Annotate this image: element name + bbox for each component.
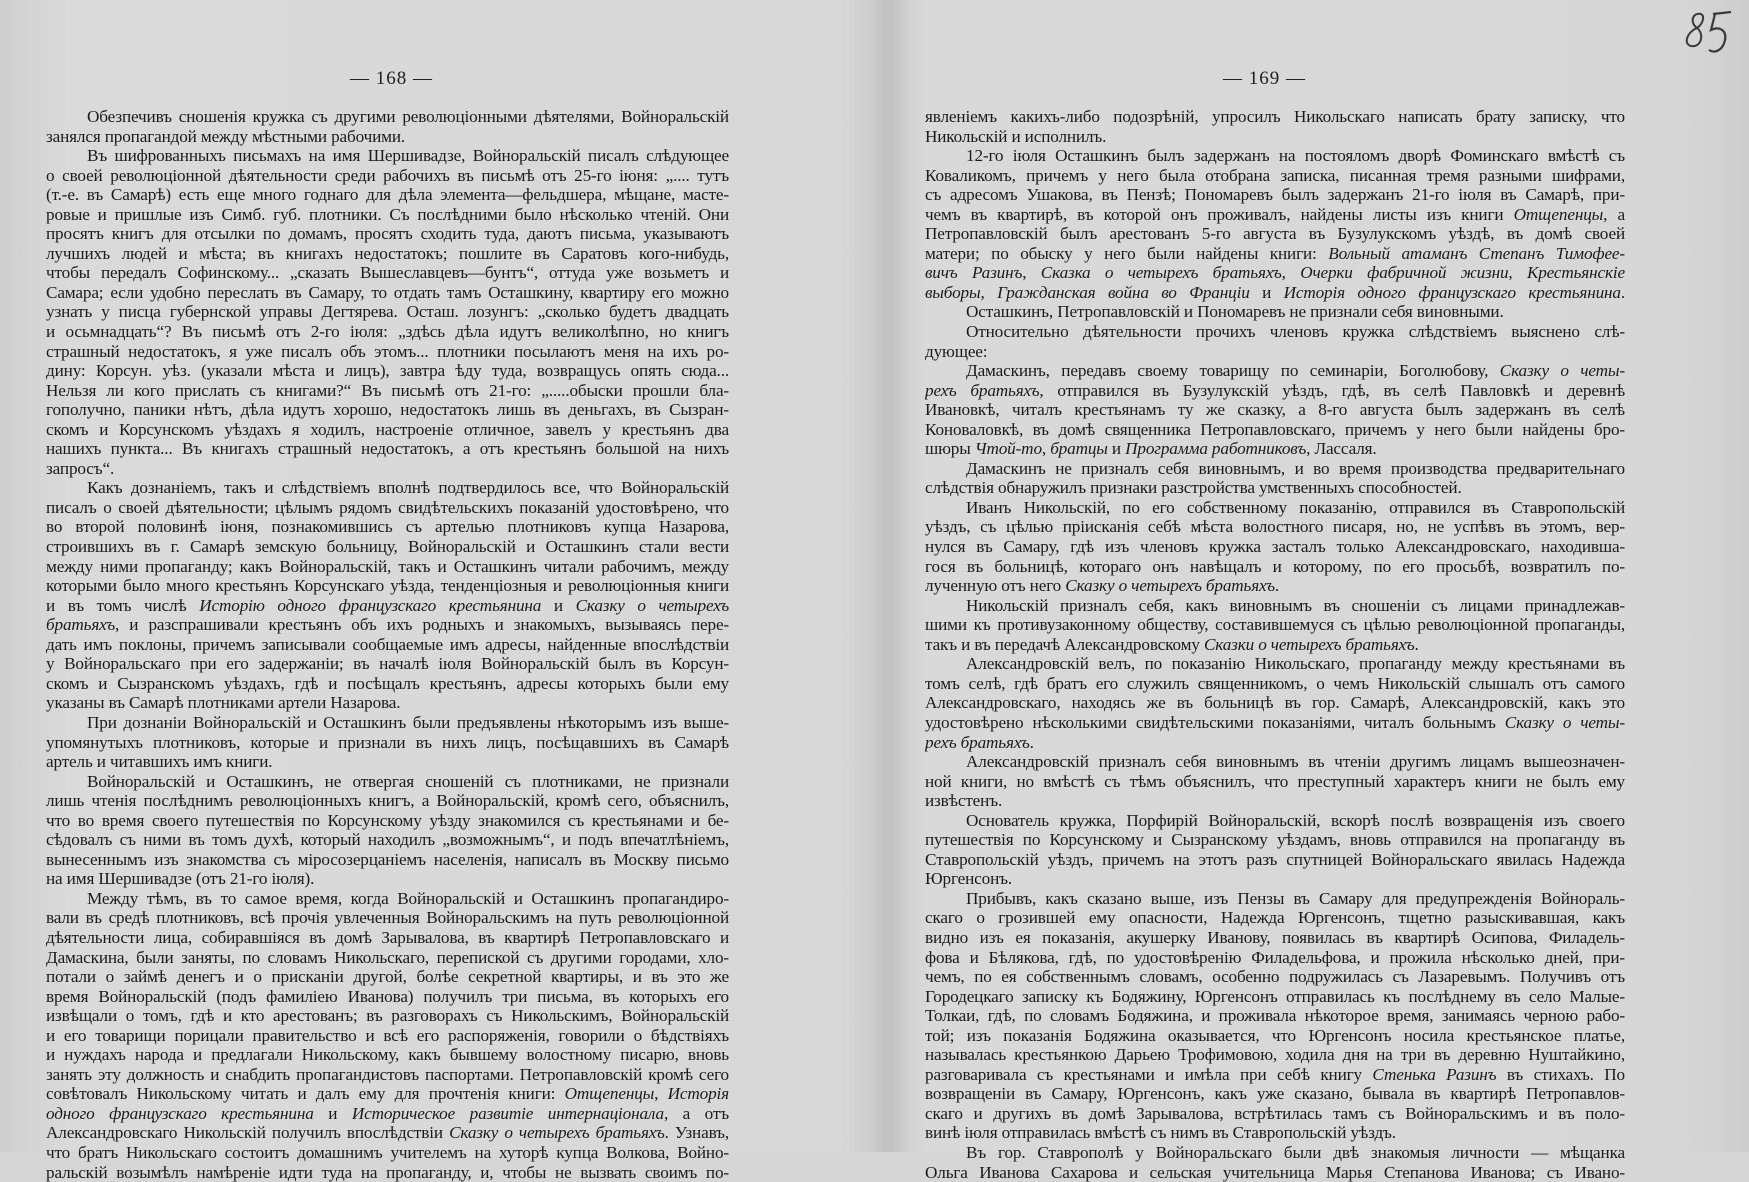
text-line: и осьмнадцать“? Въ письмѣ отъ 2-го іюля: „здѣсь дѣла идутъ великолѣпно, но книгъ (46, 322, 729, 342)
text-line: время Войноральскій (подъ фамиліею Иванова) получилъ три письма, въ которыхъ его (46, 986, 729, 1006)
text-line: Въ гор. Ставрополѣ у Войноральскаго были двѣ знакомыя личности — мѣщанка (966, 1142, 1625, 1162)
text-line: вынесеннымъ изъ знакомства съ міросозерцаніемъ населенія, написалъ въ Москву письмо (46, 849, 729, 869)
text-line: такъ и въ передачѣ Александровскому Сказки о четырехъ братьяхъ. (925, 634, 1419, 654)
text-line: гополучно, паники нѣтъ, дѣла идутъ хорошо, недостатокъ лишь въ деньгахъ, въ Сызран- (46, 400, 729, 420)
text-line: винѣ іюля отправилась вмѣстѣ съ нимъ въ Ставропольскій уѣздъ. (925, 1123, 1396, 1143)
text-line: сѣдовалъ съ ними въ томъ духѣ, который находилъ „возможнымъ“, и подъ впечатлѣніемъ, (46, 830, 729, 850)
page-number-right: — 169 — (1223, 68, 1306, 89)
text-line: совѣтовалъ Никольскому читать и далъ ему для прочтенія книги: Отщепенцы, Исторія (46, 1084, 729, 1104)
left-page-text (46, 107, 729, 1182)
text-line: Дамаскина, были заняты, по словамъ Никольскаго, перепиской съ другими городами, хло- (46, 947, 729, 967)
text-line: Основатель кружка, Порфирій Войноральскій, вскорѣ послѣ возвращенія изъ своего (966, 810, 1625, 830)
book-gutter (870, 0, 910, 1152)
text-line: Коноваловкѣ, въ домѣ священника Петропавловскаго, причемъ у него были найдены бро- (925, 419, 1625, 439)
text-line: страшный недостатокъ, я уже писалъ объ этомъ... плотники посылаютъ меня на ихъ ро- (46, 341, 729, 361)
text-line: уѣздъ, съ цѣлью пріисканія себѣ мѣста волостного писаря, но, не успѣвъ въ этомъ, вер- (925, 517, 1625, 537)
text-line: чтобы передалъ Софинскому... „сказать Вышеславцевъ—бунтъ“, оттуда уже возьметъ и (46, 263, 729, 283)
text-line: фова и Бѣлякова, гдѣ, по удостовѣренію Филадельфова, и прожила нѣсколько дней, при- (925, 947, 1625, 967)
text-line: что братъ Никольскаго состоитъ домашнимъ учителемъ на хуторѣ купца Волкова, Войно- (46, 1142, 729, 1162)
right-page (905, 0, 1749, 1182)
text-line: Какъ дознаніемъ, такъ и слѣдствіемъ вполнѣ подтвердилось все, что Войноральскій (87, 478, 729, 498)
right-page-text (925, 107, 1625, 1182)
text-line: скаго о грозившей ему опасности, Надежда Юргенсонъ, тщетно разыскивавшая, какъ (925, 908, 1625, 928)
text-line: между ними пропаганду; какъ Войноральскій, такъ и Осташкинъ читали рабочимъ, между (46, 556, 729, 576)
text-line: строившихъ въ г. Самарѣ земскую больницу, Войноральскій и Осташкинъ стали вести (46, 537, 729, 557)
text-line: извѣстенъ. (925, 791, 1003, 811)
text-line: гося въ больницѣ, котораго онъ навѣщалъ и которому, по его просьбѣ, возвратилъ по- (925, 556, 1625, 576)
text-line: дать имъ поклоны, причемъ записывали сообщаемые имъ адресы, найденные впослѣдствіи (46, 634, 729, 654)
text-line: нашихъ пункта... Въ книгахъ страшный недостатокъ, а отъ крестьянъ большой на нихъ (46, 439, 729, 459)
text-line: лишь чтенія послѣднимъ революціонныхъ книгъ, а Войноральскій, кромѣ сего, объяснилъ, (46, 791, 729, 811)
text-line: братьяхъ, и разспрашивали крестьянъ объ ихъ родныхъ и знакомыхъ, вызываясь пере- (46, 615, 729, 635)
text-line: называлась крестьянкою Дарьею Трофимовою, ходила дня на три въ деревню Нуштайкино, (925, 1045, 1625, 1065)
handwritten-folio-mark (1679, 8, 1735, 60)
text-line: шюры Чтой-то, братцы и Программа работниковъ, Лассаля. (925, 439, 1377, 459)
text-line: Ольга Иванова Сахарова и сельская учительница Марья Степанова Иванова; съ Ивано- (925, 1162, 1625, 1182)
text-line: Обезпечивъ сношенія кружка съ другими революціонными дѣятелями, Войноральскій (87, 107, 729, 126)
text-line: Осташкинъ, Петропавловскій и Пономаревъ не признали себя виновными. (966, 302, 1504, 322)
text-line: и въ томъ числѣ Исторію одного французскаго крестьянина и Сказку о четырехъ (46, 595, 729, 615)
text-line: Въ шифрованныхъ письмахъ на имя Шершивадзе, Войноральскій писалъ слѣдующее (87, 146, 729, 166)
page-number-left: — 168 — (350, 68, 433, 89)
text-line: Ивановкѣ, читалъ крестьянамъ ту же сказку, а 8-го августа былъ задержанъ въ селѣ (925, 400, 1625, 420)
text-line: При дознаніи Войноральскій и Осташкинъ были предъявлены нѣкоторымъ изъ выше- (87, 712, 729, 732)
text-line: извѣщали о томъ, гдѣ и кто арестованъ; въ разговорахъ съ Никольскимъ, Войноральскій (46, 1006, 729, 1026)
text-line: томъ селѣ, гдѣ братъ его служилъ священникомъ, о чемъ Никольскій слышалъ отъ самого (925, 673, 1625, 693)
text-line: упомянутыхъ плотниковъ, которые и признали въ нихъ лицъ, посѣщавшихъ въ Самарѣ (46, 732, 729, 752)
text-line: артель и читавшихъ имъ книги. (46, 752, 273, 772)
text-line: Никольскій и исполнилъ. (925, 126, 1107, 146)
text-line: ральскій возымѣлъ намѣреніе идти туда на пропаганду, и, чтобы не вызвать своимъ по- (46, 1162, 729, 1182)
text-line: ровые и пришлые изъ Симб. губ. плотники. Съ послѣдними было нѣсколько чтеній. Они (46, 204, 729, 224)
text-line: лучшихъ людей и мѣста; въ книгахъ недостатокъ; пошлите въ Саратовъ кого-нибудь, (46, 243, 729, 263)
text-line: скомъ и Корсунскомъ уѣздахъ я ходилъ, настроеніе отличное, завелъ у крестьянъ два (46, 419, 729, 439)
text-line: и нуждахъ народа и предлагали Никольскому, какъ бывшему волостному писарю, вновь (46, 1045, 729, 1065)
text-line: Войноральскій и Осташкинъ, не отвергая сношеній съ плотниками, не признали (87, 771, 729, 791)
text-line: скаго и другихъ въ домѣ Зарывалова, встрѣтилась тамъ съ Войноральскимъ и въ поло- (925, 1103, 1625, 1123)
text-line: Относительно дѣятельности прочихъ членовъ кружка слѣдствіемъ выяснено слѣ- (966, 322, 1625, 342)
text-line: ной книги, но вмѣстѣ съ тѣмъ объяснилъ, что преступный характеръ книги не былъ ему (925, 771, 1625, 791)
text-line: занялся пропагандой между мѣстными рабочими. (46, 126, 406, 146)
text-line: Городецкаго записку къ Бодяжину, Юргенсонъ отправилась къ послѣднему въ село Малые- (925, 986, 1625, 1006)
text-line: и его товарищи порицали правительство и всѣ его распоряженія, говорили о бѣдствіяхъ (46, 1025, 729, 1045)
text-line: Никольскій призналъ себя, какъ виновнымъ въ сношеніи съ лицами принадлежав- (966, 595, 1625, 615)
text-line: Юргенсонъ. (925, 869, 1013, 889)
text-line: лученную отъ него Сказку о четырехъ братьяхъ. (925, 576, 1280, 596)
text-line: Прибывъ, какъ сказано выше, изъ Пензы въ Самару для предупрежденія Войнораль- (966, 888, 1625, 908)
text-line: Александровскій призналъ себя виновнымъ въ чтеніи другимъ лицамъ вышеозначен- (966, 752, 1625, 772)
text-line: Между тѣмъ, въ то самое время, когда Войноральскій и Осташкинъ пропагандиро- (87, 888, 729, 908)
text-line: о своей революціонной дѣятельности среди рабочихъ въ письмѣ отъ 25-го іюня: „.... тутъ (46, 165, 729, 185)
text-line: рехъ братьяхъ. (925, 732, 1034, 752)
text-line: рехъ братьяхъ, отправился въ Бузулукскій уѣздъ, гдѣ, въ селѣ Павловкѣ и деревнѣ (925, 380, 1625, 400)
text-line: которыми было много крестьянъ Корсунскаго уѣзда, тенденціозныя и революціонныя книги (46, 576, 729, 596)
text-line: вали въ средѣ плотниковъ, всѣ прочія увлеченныя Войноральскимъ на путь революціонной (46, 908, 729, 928)
text-line: на имя Шершивадзе (отъ 21-го іюля). (46, 869, 315, 889)
text-line: явленіемъ какихъ-либо подозрѣній, упросилъ Никольскаго написать брату записку, что (925, 107, 1625, 126)
text-line: занять эту должность и снабдить пропагандистовъ паспортами. Петропавловскій кромѣ сего (46, 1064, 729, 1084)
text-line: чемъ въ квартирѣ, въ которой онъ проживалъ, найдены листы изъ книги Отщепенцы, а (925, 204, 1625, 224)
text-line: Толкаи, гдѣ, по словамъ Бодяжина, и проживала нѣкоторое время, занимаясь черною рабо- (925, 1006, 1625, 1026)
text-line: Дамаскинъ, передавъ своему товарищу по семинаріи, Боголюбову, Сказку о четы- (966, 361, 1625, 381)
text-line: у Войноральскаго при его задержаніи; въ началѣ іюля Войноральскій былъ въ Корсун- (46, 654, 729, 674)
text-line: матери; по обыску у него были найдены книги: Вольный атаманъ Степанъ Тимофее- (925, 243, 1625, 263)
text-line: вичъ Разинъ, Сказка о четырехъ братьяхъ, Очерки фабричной жизни, Крестьянскіе (925, 263, 1625, 283)
text-line: дующее: (925, 341, 988, 361)
text-line: Александровскій велъ, по показанію Никольскаго, пропаганду между крестьянами въ (966, 654, 1625, 674)
text-line: запросъ“. (46, 458, 115, 478)
text-line: Иванъ Никольскій, по его собственному показанію, отправился въ Ставропольскій (966, 497, 1625, 517)
text-line: Коваликомъ, причемъ у него была отобрана записка, писанная тремя разными шифрами, (925, 165, 1625, 185)
text-line: скомъ и Сызранскомъ уѣздахъ, гдѣ и посѣщалъ крестьянъ, адресы которыхъ были ему (46, 673, 729, 693)
text-line: во второй половинѣ іюня, познакомившись съ артелью плотниковъ купца Назарова, (46, 517, 729, 537)
text-line: Самара; если удобно переслать въ Самару, то отдать тамъ Осташкину, квартиру его можно (46, 282, 729, 302)
text-line: слѣдствія обнаружилъ признаки разстройства умственныхъ способностей. (925, 478, 1462, 498)
text-line: (т.-е. въ Самарѣ) есть еще много годнаго для дѣла элемента—фельдшера, мѣщане, масте- (46, 185, 729, 205)
text-line: Александровскаго Никольскій получилъ впослѣдствіи Сказку о четырехъ братьяхъ. Узнавъ, (46, 1123, 729, 1143)
text-line: просятъ книгъ для отсылки по домамъ, просятъ сходить туда, даютъ письма, указываютъ (46, 224, 729, 244)
text-line: возвращеніи въ Самару, Юргенсонъ, какъ уже сказано, бывала въ квартирѣ Петропавлов- (925, 1084, 1625, 1104)
text-line: путешествія по Корсунскому и Сызранскому уѣздамъ, вновь отправился на пропаганду въ (925, 830, 1625, 850)
text-line: нулся въ Самару, гдѣ изъ членовъ кружка засталъ только Александровскаго, находивша- (925, 537, 1625, 557)
text-line: дѣятельности лица, собиравшіяся въ домѣ Зарывалова, въ квартирѣ Петропавловскаго и (46, 927, 729, 947)
text-line: той; изъ показанія Бодяжина оказывается, что Юргенсонъ носила крестьянское платье, (925, 1025, 1625, 1045)
text-line: удостовѣрено нѣсколькими свидѣтельскими показаніями, читалъ больнымъ Сказку о четы- (925, 712, 1625, 732)
text-line: 12-го іюля Осташкинъ былъ задержанъ на постояломъ дворѣ Фоминскаго вмѣстѣ съ (966, 146, 1625, 166)
text-line: Александровскаго, находясь же въ больницѣ въ гор. Самарѣ, Александровскій, какъ это (925, 693, 1625, 713)
text-line: разговаривала съ крестьянами и имѣла при себѣ книгу Стенька Разинъ въ стихахъ. По (925, 1064, 1625, 1084)
text-line: Петропавловскій былъ арестованъ 5-го августа въ Бузулукскомъ уѣздѣ, въ домѣ своей (925, 224, 1625, 244)
text-line: видно изъ ея показанія, акушерку Иванову, появилась въ квартирѣ Осипова, Филадель- (925, 927, 1625, 947)
text-line: Нельзя ли кого прислать съ книгами?“ Въ письмѣ отъ 21-го: „.....обыски прошли бла- (46, 380, 729, 400)
text-line: Дамаскинъ не призналъ себя виновнымъ, и во время производства предварительнаго (966, 458, 1625, 478)
text-line: узнать у писца губернской управы Дегтярева. Осташ. лозунгъ: „сколько будетъ двадцать (46, 302, 729, 322)
text-line: дину: Корсун. уѣз. (указали мѣста и лицъ), завтра ѣду туда, возвращусь опять сюда... (46, 361, 729, 381)
text-line: Ставропольскій уѣздъ, причемъ на этотъ разъ спутницей Войноральскаго явилась Надежда (925, 849, 1625, 869)
text-line: чемъ, по ея собственнымъ словамъ, особенно подружилась съ Лазаревымъ. Получивъ отъ (925, 967, 1625, 987)
text-line: выборы, Гражданская война во Франціи и Исторія одного французскаго крестьянина. (925, 282, 1625, 302)
left-page (0, 0, 870, 1182)
text-line: шими къ противузаконному обществу, составившемуся съ цѣлью революціонной пропаганды, (925, 615, 1625, 635)
text-line: что во время своего путешествія по Корсунскому уѣзду знакомился съ крестьянами и бе- (46, 810, 729, 830)
text-line: писалъ о своей дѣятельности; цѣлымъ рядомъ свидѣтельскихъ показаній удостовѣрено, что (46, 497, 729, 517)
text-line: потали о займѣ денегъ и о присканіи другой, болѣе секретной квартиры, и въ это же (46, 967, 729, 987)
text-line: одного французскаго крестьянина и Историческое развитіе интернаціонала, а отъ (46, 1103, 729, 1123)
text-line: съ адресомъ Ушакова, въ Пензѣ; Пономаревъ былъ задержанъ 21-го іюля въ Самарѣ, при- (925, 185, 1625, 205)
text-line: указаны въ Самарѣ плотниками артели Назарова. (46, 693, 401, 713)
